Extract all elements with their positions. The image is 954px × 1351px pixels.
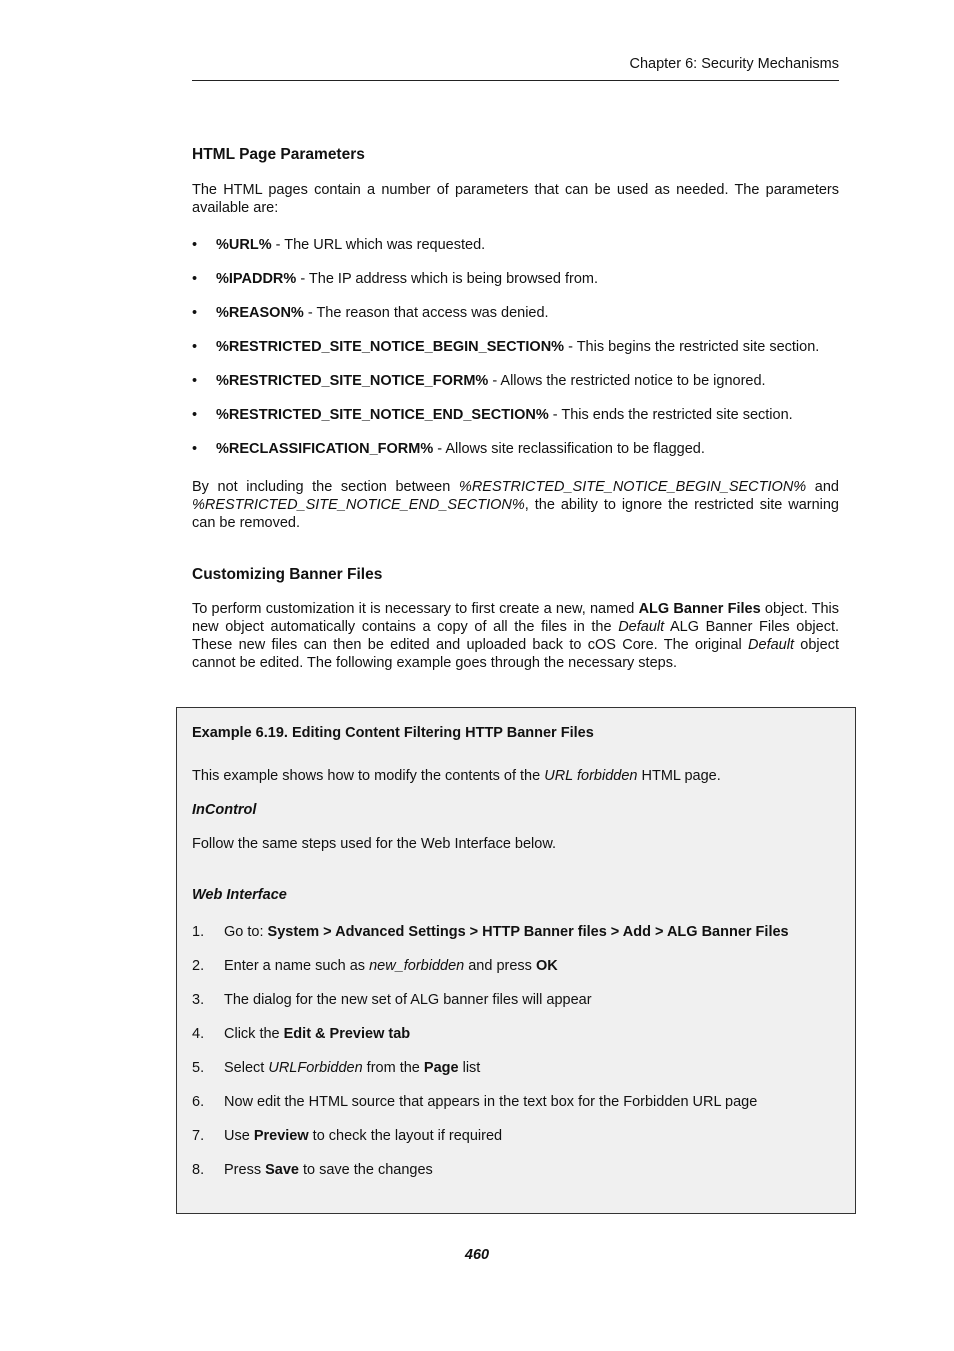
- example-box: [176, 707, 856, 1214]
- step-bold: System > Advanced Settings > HTTP Banner files > Add > ALG Banner Files: [267, 924, 789, 940]
- step-item: [192, 1161, 842, 1195]
- list-item: [192, 406, 839, 440]
- note-text: By not including the section between: [192, 479, 459, 495]
- step-text: Click the: [224, 1026, 284, 1042]
- param-desc: - Allows site reclassification to be flagged.: [433, 441, 705, 457]
- step-text: Go to:: [224, 924, 268, 940]
- steps-list: [192, 923, 842, 1195]
- step-number: 7.: [192, 1128, 205, 1144]
- note-text: and: [806, 479, 839, 495]
- running-header: Chapter 6: Security Mechanisms: [629, 56, 839, 72]
- param-desc: - This begins the restricted site section.: [564, 339, 820, 355]
- step-text: list: [458, 1060, 481, 1076]
- param-desc: - The reason that access was denied.: [303, 305, 549, 321]
- step-text: from the: [362, 1060, 424, 1076]
- step-item: [192, 1093, 842, 1127]
- list-item: [192, 440, 839, 474]
- list-item: [192, 236, 839, 270]
- step-bold: Save: [265, 1162, 299, 1178]
- step-bold: Edit & Preview tab: [283, 1026, 411, 1042]
- step-text: to check the layout if required: [308, 1128, 503, 1144]
- bullet-icon: •: [192, 271, 198, 287]
- step-text: The dialog for the new set of ALG banner files will appear: [224, 992, 592, 1008]
- restricted-section-note: [192, 478, 839, 532]
- list-item: [192, 372, 839, 406]
- step-text: Enter a name such as: [224, 958, 370, 974]
- param-name: %IPADDR%: [216, 271, 297, 287]
- step-text: Select: [224, 1060, 269, 1076]
- list-item: [192, 304, 839, 338]
- para-text: To perform customization it is necessary to first create a new, named: [192, 601, 639, 617]
- section-heading-customizing-banner-files: Customizing Banner Files: [192, 566, 383, 583]
- step-number: 2.: [192, 958, 205, 974]
- section-heading-html-page-parameters: HTML Page Parameters: [192, 146, 365, 163]
- step-item: [192, 1059, 842, 1093]
- step-item: [192, 1025, 842, 1059]
- step-bold: Page: [423, 1060, 459, 1076]
- step-number: 3.: [192, 992, 205, 1008]
- parameters-intro: The HTML pages contain a number of parameters that can be used as needed. The parameters available are:: [192, 182, 839, 216]
- note-text: , the ability to ignore the restricted site warning can be removed.: [192, 497, 839, 531]
- page-number: 460: [464, 1247, 490, 1263]
- note-param-begin: %RESTRICTED_SITE_NOTICE_BEGIN_SECTION%: [458, 479, 807, 495]
- step-italic: URLForbidden: [268, 1060, 363, 1076]
- param-name: %URL%: [216, 237, 272, 253]
- step-bold: Preview: [253, 1128, 309, 1144]
- param-desc: - Allows the restricted notice to be ignored.: [488, 373, 766, 389]
- example-title: Example 6.19. Editing Content Filtering HTTP Banner Files: [192, 725, 594, 741]
- bullet-icon: •: [192, 441, 198, 457]
- param-desc: - The URL which was requested.: [271, 237, 486, 253]
- bullet-icon: •: [192, 339, 198, 355]
- step-bold: OK: [535, 958, 558, 974]
- web-interface-heading: Web Interface: [192, 887, 287, 903]
- header-divider: [192, 80, 839, 81]
- param-name: %RESTRICTED_SITE_NOTICE_BEGIN_SECTION%: [216, 339, 565, 355]
- param-name: %RECLASSIFICATION_FORM%: [216, 441, 434, 457]
- list-item: [192, 338, 839, 372]
- step-number: 6.: [192, 1094, 205, 1110]
- note-param-end: %RESTRICTED_SITE_NOTICE_END_SECTION%: [192, 497, 525, 513]
- step-number: 4.: [192, 1026, 205, 1042]
- intro-text: This example shows how to modify the contents of the: [192, 768, 545, 784]
- param-name: %REASON%: [216, 305, 304, 321]
- step-text: Press: [224, 1162, 266, 1178]
- parameter-list: [192, 236, 839, 474]
- bullet-icon: •: [192, 373, 198, 389]
- param-name: %RESTRICTED_SITE_NOTICE_END_SECTION%: [216, 407, 549, 423]
- example-intro: [192, 767, 842, 785]
- step-number: 8.: [192, 1162, 205, 1178]
- step-text: and press: [464, 958, 536, 974]
- customizing-paragraph: [192, 600, 839, 672]
- step-text: Now edit the HTML source that appears in the text box for the Forbidden URL page: [224, 1094, 758, 1110]
- param-name: %RESTRICTED_SITE_NOTICE_FORM%: [216, 373, 489, 389]
- para-italic: Default: [618, 619, 665, 635]
- example-content: [192, 724, 842, 1195]
- step-item: [192, 1127, 842, 1161]
- bullet-icon: •: [192, 237, 198, 253]
- step-number: 5.: [192, 1060, 205, 1076]
- param-desc: - The IP address which is being browsed from.: [296, 271, 598, 287]
- intro-italic: URL forbidden: [544, 768, 638, 784]
- para-italic: Default: [748, 637, 794, 653]
- incontrol-heading: InControl: [192, 802, 257, 818]
- incontrol-text: Follow the same steps used for the Web Interface below.: [192, 836, 557, 852]
- para-text: object. This new object automatically contains a copy of all the files in the: [192, 601, 839, 635]
- step-item: [192, 991, 842, 1025]
- main-content: [192, 144, 839, 672]
- bullet-icon: •: [192, 407, 198, 423]
- step-text: Use: [224, 1128, 254, 1144]
- para-bold: ALG Banner Files: [638, 601, 761, 617]
- para-text: ALG Banner Files object. These new files can then be edited and uploaded back to cOS Core. The original: [192, 619, 839, 653]
- list-item: [192, 270, 839, 304]
- step-item: [192, 957, 842, 991]
- para-text: object cannot be edited. The following example goes through the necessary steps.: [192, 637, 839, 671]
- step-text: to save the changes: [298, 1162, 433, 1178]
- param-desc: - This ends the restricted site section.: [548, 407, 793, 423]
- step-number: 1.: [192, 924, 205, 940]
- step-item: [192, 923, 842, 957]
- intro-text: HTML page.: [637, 768, 721, 784]
- step-italic: new_forbidden: [369, 958, 465, 974]
- bullet-icon: •: [192, 305, 198, 321]
